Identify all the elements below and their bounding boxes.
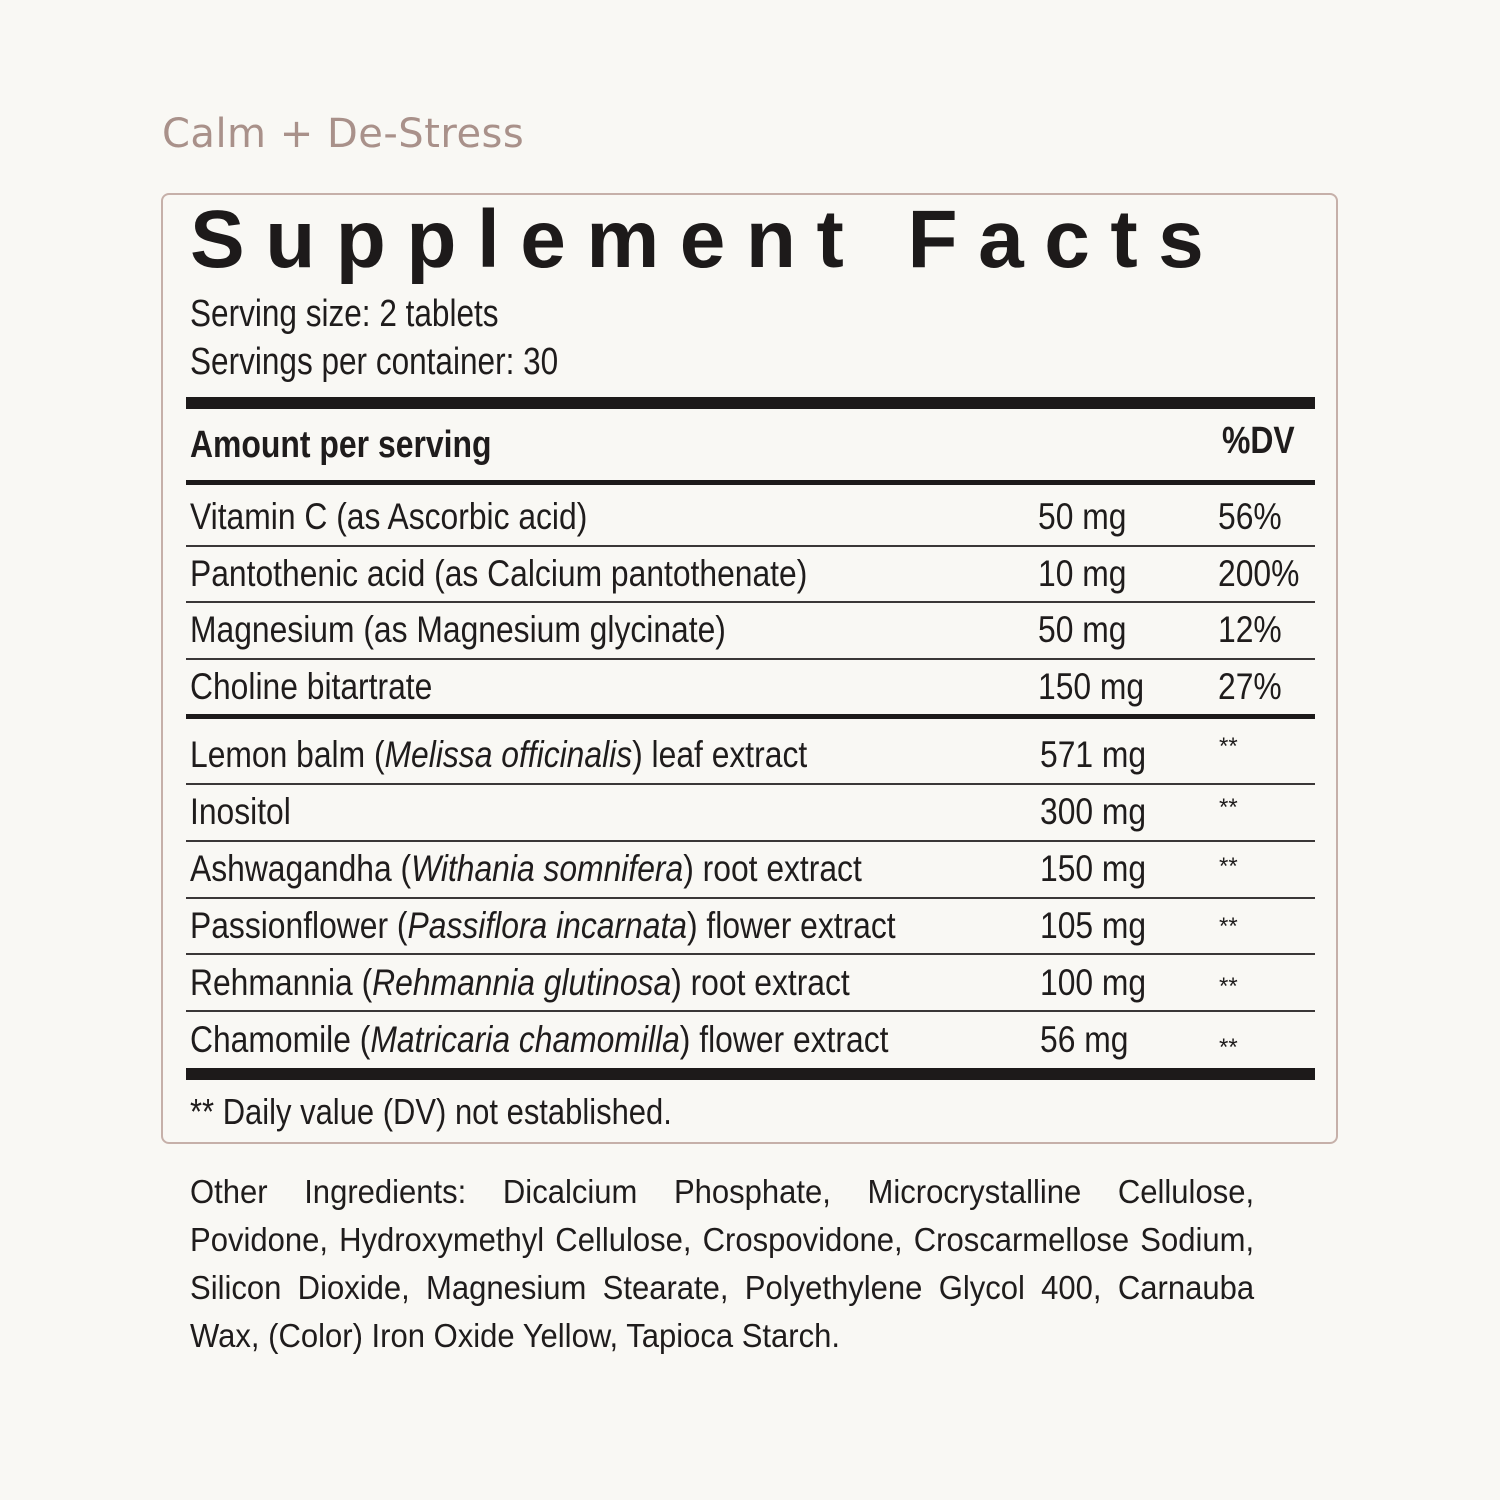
row-divider bbox=[186, 658, 1315, 660]
ingredient-dv: 27% bbox=[1218, 666, 1282, 707]
row-divider bbox=[186, 783, 1315, 785]
ingredient-name: Lemon balm (Melissa officinalis) leaf extract bbox=[190, 734, 808, 775]
ingredient-name: Vitamin C (as Ascorbic acid) bbox=[190, 496, 588, 537]
ingredient-dv: 56% bbox=[1218, 496, 1282, 537]
ingredient-name: Pantothenic acid (as Calcium pantothenate) bbox=[190, 553, 808, 594]
thick-divider bbox=[186, 397, 1315, 409]
ingredient-name: Magnesium (as Magnesium glycinate) bbox=[190, 609, 726, 650]
ingredient-amount: 100 mg bbox=[1040, 962, 1147, 1003]
ingredient-amount: 150 mg bbox=[1040, 848, 1147, 889]
scientific-name: Rehmannia glutinosa bbox=[372, 962, 672, 1003]
product-name: Calm + De-Stress bbox=[162, 111, 525, 157]
ingredient-amount: 50 mg bbox=[1038, 496, 1127, 537]
scientific-name: Melissa officinalis bbox=[384, 734, 633, 775]
ingredient-name: Inositol bbox=[190, 791, 291, 832]
ingredient-amount: 50 mg bbox=[1038, 609, 1127, 650]
ingredient-name: Chamomile (Matricaria chamomilla) flower extract bbox=[190, 1019, 889, 1060]
ingredient-dv: ** bbox=[1219, 1034, 1238, 1061]
ingredient-dv: 200% bbox=[1218, 553, 1300, 594]
dv-footnote: ** Daily value (DV) not established. bbox=[190, 1091, 672, 1132]
scientific-name: Matricaria chamomilla bbox=[370, 1019, 680, 1060]
ingredient-dv: ** bbox=[1219, 853, 1238, 880]
row-divider bbox=[186, 840, 1315, 842]
other-ingredients: Other Ingredients: Dicalcium Phosphate, Microcrystalline Cellulose, Povidone, Hydroxymethyl Cellulose, Crospovidone, Croscarmellose Sodium, Silicon Dioxide, Magnesium Stearate, Polyethylene Glycol 400, Carnauba Wax, (Color) Iron Oxide Yellow, Tapioca Starch. bbox=[190, 1173, 1255, 1354]
ingredient-amount: 105 mg bbox=[1040, 905, 1147, 946]
ingredient-dv: 12% bbox=[1218, 609, 1282, 650]
ingredient-amount: 300 mg bbox=[1040, 791, 1147, 832]
dv-header: %DV bbox=[1222, 420, 1295, 462]
facts-title: Supplement Facts bbox=[190, 194, 1225, 285]
medium-divider bbox=[186, 480, 1315, 485]
row-divider bbox=[186, 545, 1315, 547]
ingredient-amount: 56 mg bbox=[1040, 1019, 1129, 1060]
ingredient-amount: 571 mg bbox=[1040, 734, 1147, 775]
medium-divider bbox=[186, 714, 1315, 719]
ingredient-amount: 10 mg bbox=[1038, 553, 1127, 594]
ingredient-name: Choline bitartrate bbox=[190, 666, 433, 707]
row-divider bbox=[186, 897, 1315, 899]
ingredient-dv: ** bbox=[1219, 913, 1238, 940]
ingredient-name: Ashwagandha (Withania somnifera) root extract bbox=[190, 848, 862, 889]
scientific-name: Passiflora incarnata bbox=[407, 905, 687, 946]
row-divider bbox=[186, 1010, 1315, 1012]
thick-divider bbox=[186, 1068, 1315, 1080]
scientific-name: Withania somnifera bbox=[411, 848, 684, 889]
ingredient-name: Passionflower (Passiflora incarnata) flower extract bbox=[190, 905, 896, 946]
servings-per-container: Servings per container: 30 bbox=[190, 341, 559, 383]
ingredient-amount: 150 mg bbox=[1038, 666, 1145, 707]
ingredient-name: Rehmannia (Rehmannia glutinosa) root extract bbox=[190, 962, 850, 1003]
ingredient-dv: ** bbox=[1219, 973, 1238, 1000]
row-divider bbox=[186, 601, 1315, 603]
row-divider bbox=[186, 953, 1315, 955]
serving-size: Serving size: 2 tablets bbox=[190, 293, 499, 335]
ingredient-dv: ** bbox=[1219, 794, 1238, 821]
ingredient-dv: ** bbox=[1219, 733, 1238, 760]
amount-per-serving-header: Amount per serving bbox=[190, 424, 492, 466]
